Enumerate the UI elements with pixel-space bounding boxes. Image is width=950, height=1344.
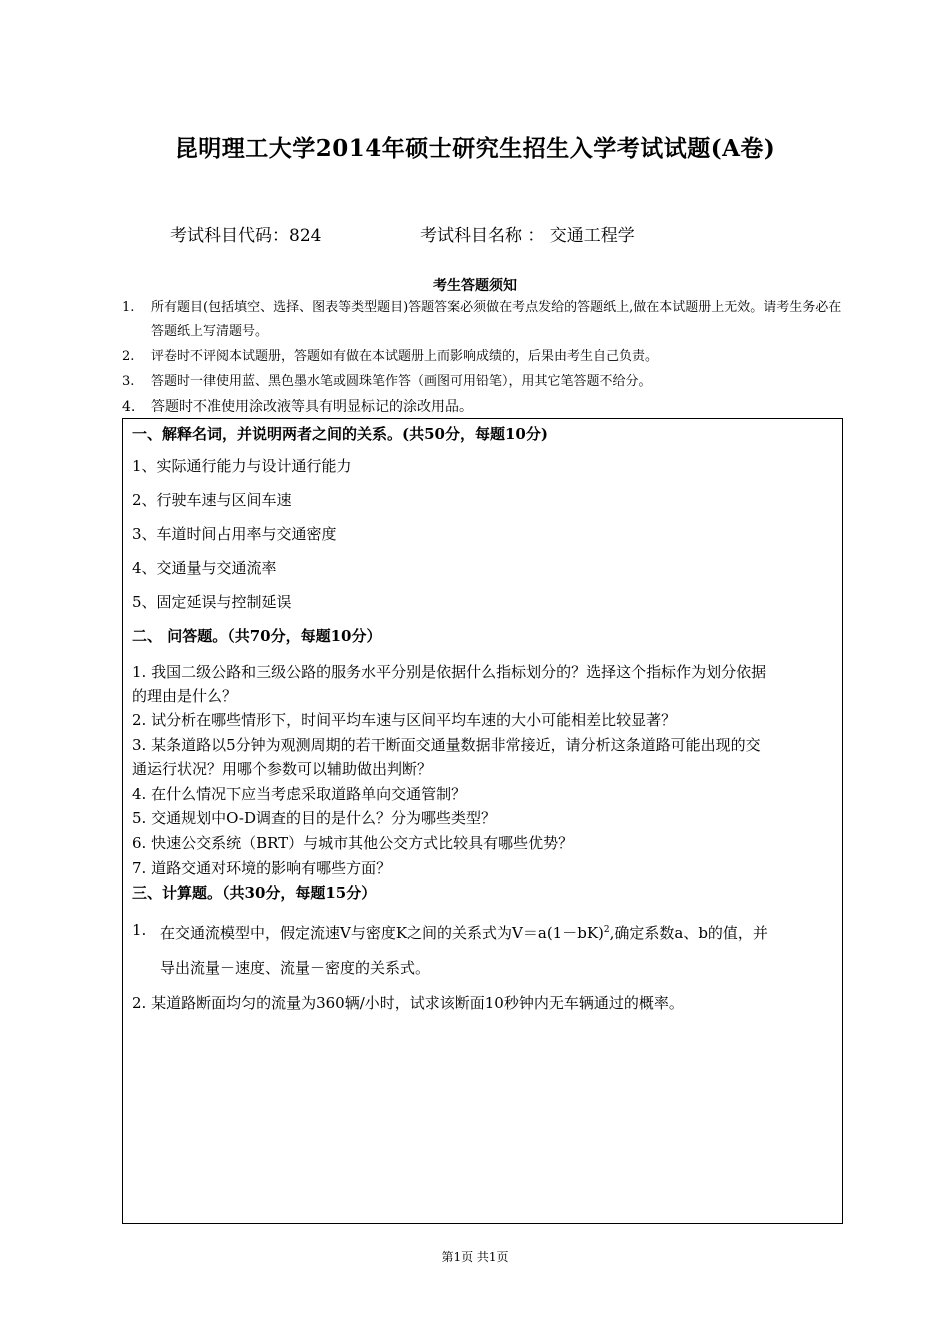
section2-line: 3. 某条道路以5分钟为观测周期的若干断面交通量数据非常接近，请分析这条道路可能出现的交	[132, 736, 761, 754]
section3-question-1-continued	[132, 954, 840, 982]
section3-heading: 三、计算题。（共30分，每题15分）	[132, 884, 377, 902]
notice-item-text: 答题时不准使用涂改液等具有明显标记的涂改用品。	[151, 399, 473, 415]
notice-item	[122, 345, 852, 369]
subject-name: 考试科目名称 ： 交通工程学	[420, 226, 635, 246]
question-text-part: ,确定系数a、b的值，并	[609, 924, 768, 942]
notice-item-text: 答题时一律使用蓝、黑色墨水笔或圆珠笔作答（画图可用铅笔），用其它笔答题不给分。	[151, 374, 652, 389]
section1-item: 3、车道时间占用率与交通密度	[132, 525, 337, 543]
section2-line: 4. 在什么情况下应当考虑采取道路单向交通管制？	[132, 785, 467, 803]
section2-line: 2. 试分析在哪些情形下，时间平均车速与区间平均车速的大小可能相差比较显著？	[132, 711, 677, 729]
section3-question-1	[132, 916, 840, 947]
section1-item: 1、实际通行能力与设计通行能力	[132, 457, 352, 475]
notice-item	[122, 370, 852, 394]
question-text: 导出流量－速度、流量－密度的关系式。	[160, 959, 431, 977]
notice-item-number: 3.	[122, 374, 135, 389]
question-text-part: 在交通流模型中，假定流速V与密度K之间的关系式为V＝a(1－bK)	[160, 924, 604, 942]
exam-title: 昆明理工大学2014年硕士研究生招生入学考试试题(A卷)	[174, 135, 776, 162]
section3-question-2: 2. 某道路断面均匀的流量为360辆/小时，试求该断面10秒钟内无车辆通过的概率。	[132, 994, 684, 1012]
superscript: 2	[603, 925, 610, 935]
section1-item: 5、固定延误与控制延误	[132, 593, 292, 611]
notice-item-number: 4.	[122, 399, 136, 415]
section2-heading: 二、 问答题。（共70分，每题10分）	[132, 627, 382, 645]
section2-line: 6. 快速公交系统（BRT）与城市其他公交方式比较具有哪些优势？	[132, 834, 574, 852]
section2-line: 通运行状况？用哪个参数可以辅助做出判断？	[132, 760, 433, 778]
section1-item: 4、交通量与交通流率	[132, 559, 277, 577]
question-number: 1.	[132, 921, 147, 939]
section1-item: 2、行驶车速与区间车速	[132, 491, 292, 509]
notice-item-text: 所有题目(包括填空、选择、图表等类型题目)答题答案必须做在考点发给的答题纸上,做在本试题册上无效。请考生务必在答题纸上写清题号。	[151, 300, 842, 339]
section1-heading: 一、解释名词，并说明两者之间的关系。(共50分，每题10分)	[132, 425, 548, 443]
notice-item-number: 1.	[122, 300, 135, 315]
notice-title: 考生答题须知	[433, 278, 517, 294]
question-text	[160, 916, 840, 947]
notice-item	[122, 296, 852, 344]
subject-code: 考试科目代码：824	[170, 226, 322, 246]
notice-item-number: 2.	[122, 349, 135, 364]
section2-line: 的理由是什么？	[132, 687, 238, 705]
section2-line: 1. 我国二级公路和三级公路的服务水平分别是依据什么指标划分的？选择这个指标作为划分依据	[132, 663, 767, 681]
notice-item	[122, 395, 852, 419]
notice-item-text: 评卷时不评阅本试题册，答题如有做在本试题册上而影响成绩的，后果由考生自己负责。	[151, 349, 659, 364]
section2-line: 5. 交通规划中O-D调查的目的是什么？分为哪些类型？	[132, 809, 497, 827]
section2-line: 7. 道路交通对环境的影响有哪些方面？	[132, 859, 392, 877]
page-footer: 第1页 共1页	[441, 1250, 509, 1264]
